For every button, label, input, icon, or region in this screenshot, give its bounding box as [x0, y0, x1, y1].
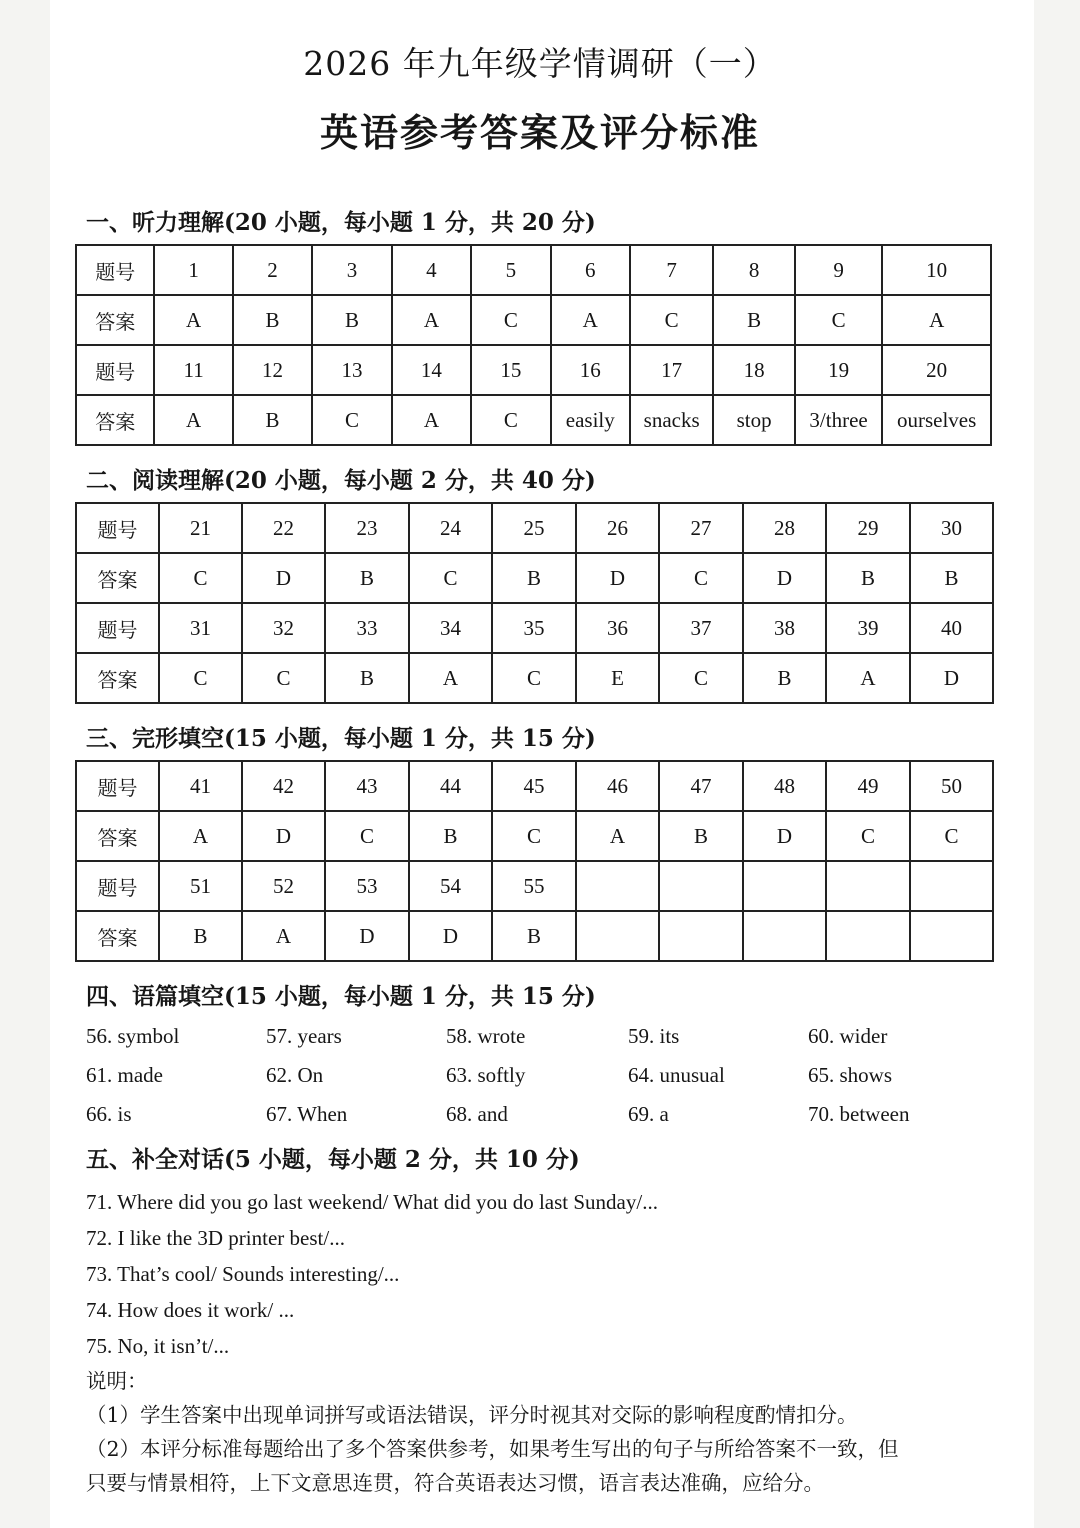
passage-answer-item: 62. On	[266, 1063, 324, 1087]
question-number-cell	[910, 861, 993, 911]
question-number-cell: 40	[910, 603, 993, 653]
notes-line-3: 只要与情景相符，上下文意思连贯，符合英语表达习惯，语言表达准确，应给分。	[86, 1471, 824, 1495]
answer-cell: C	[795, 295, 882, 345]
notes-line-1: （1）学生答案中出现单词拼写或语法错误，评分时视其对交际的影响程度酌情扣分。	[86, 1403, 858, 1427]
question-number-cell: 33	[325, 603, 409, 653]
row-label-answer: 答案	[76, 653, 159, 703]
answer-cell	[576, 911, 659, 961]
row-label-answer: 答案	[76, 553, 159, 603]
passage-answer-item: 68. and	[446, 1102, 508, 1126]
question-number-cell: 32	[242, 603, 325, 653]
dialogue-answer-item: 73. That’s cool/ Sounds interesting/...	[86, 1262, 400, 1286]
question-number-cell	[659, 861, 743, 911]
question-number-cell: 27	[659, 503, 743, 553]
question-number-cell: 26	[576, 503, 659, 553]
passage-answer-row	[86, 1024, 986, 1063]
answer-cell: C	[659, 553, 743, 603]
answer-cell: A	[882, 295, 991, 345]
row-label-answer: 答案	[76, 911, 159, 961]
row-label-number: 题号	[76, 761, 159, 811]
section-heading-dialogue: 五、补全对话(5 小题，每小题 2 分，共 10 分)	[86, 1146, 580, 1173]
question-number-cell	[826, 861, 910, 911]
passage-answer-item: 56. symbol	[86, 1024, 180, 1048]
answer-row	[76, 911, 993, 961]
passage-answer-item: 59. its	[628, 1024, 680, 1048]
question-number-cell: 36	[576, 603, 659, 653]
question-number-cell	[743, 861, 826, 911]
answer-cell: B	[492, 911, 576, 961]
passage-answer-item: 63. softly	[446, 1063, 526, 1087]
page-title: 2026 年九年级学情调研（一）	[303, 44, 777, 83]
question-number-cell: 20	[882, 345, 991, 395]
question-number-cell: 6	[551, 245, 630, 295]
answer-cell: A	[154, 395, 232, 445]
answer-cell: B	[233, 395, 312, 445]
question-number-cell: 14	[392, 345, 471, 395]
question-number-cell: 46	[576, 761, 659, 811]
question-number-cell: 41	[159, 761, 242, 811]
question-number-row	[76, 861, 993, 911]
answer-cell: C	[242, 653, 325, 703]
answer-cell: D	[409, 911, 492, 961]
answer-row	[76, 295, 991, 345]
cloze-answer-table	[75, 760, 994, 962]
answer-cell: C	[826, 811, 910, 861]
answer-row	[76, 395, 991, 445]
question-number-cell: 30	[910, 503, 993, 553]
question-number-cell: 21	[159, 503, 242, 553]
answer-row	[76, 811, 993, 861]
row-label-number: 题号	[76, 345, 154, 395]
question-number-cell: 16	[551, 345, 630, 395]
question-number-cell: 3	[312, 245, 391, 295]
dialogue-answer-item: 74. How does it work/ ...	[86, 1298, 295, 1322]
answer-cell: B	[409, 811, 492, 861]
row-label-number: 题号	[76, 503, 159, 553]
question-number-cell	[576, 861, 659, 911]
question-number-cell: 17	[630, 345, 713, 395]
section-heading-reading: 二、阅读理解(20 小题，每小题 2 分，共 40 分)	[86, 467, 596, 494]
answer-cell: 3/three	[795, 395, 882, 445]
answer-row	[76, 653, 993, 703]
answer-cell: A	[551, 295, 630, 345]
answer-cell: D	[910, 653, 993, 703]
question-number-cell: 7	[630, 245, 713, 295]
question-number-cell: 15	[471, 345, 550, 395]
question-number-cell: 37	[659, 603, 743, 653]
answer-cell: C	[492, 653, 576, 703]
dialogue-answer-item: 75. No, it isn’t/...	[86, 1334, 230, 1358]
question-number-cell: 13	[312, 345, 391, 395]
answer-cell: B	[312, 295, 391, 345]
answer-cell: E	[576, 653, 659, 703]
page-subtitle: 英语参考答案及评分标准	[319, 110, 760, 155]
question-number-cell: 44	[409, 761, 492, 811]
passage-answer-row	[86, 1063, 986, 1102]
answer-cell: C	[910, 811, 993, 861]
question-number-cell: 8	[713, 245, 794, 295]
passage-answer-item: 58. wrote	[446, 1024, 526, 1048]
question-number-cell: 38	[743, 603, 826, 653]
section-heading-listening: 一、听力理解(20 小题，每小题 1 分，共 20 分)	[86, 209, 596, 236]
row-label-answer: 答案	[76, 295, 154, 345]
question-number-cell: 48	[743, 761, 826, 811]
answer-cell: A	[154, 295, 232, 345]
answer-cell: C	[312, 395, 391, 445]
question-number-cell: 52	[242, 861, 325, 911]
answer-cell: B	[325, 553, 409, 603]
question-number-cell: 35	[492, 603, 576, 653]
answer-cell	[826, 911, 910, 961]
dialogue-answer-item: 71. Where did you go last weekend/ What did you do last Sunday/...	[86, 1190, 658, 1214]
question-number-cell: 53	[325, 861, 409, 911]
answer-cell: A	[826, 653, 910, 703]
question-number-cell: 25	[492, 503, 576, 553]
answer-cell: B	[492, 553, 576, 603]
question-number-cell: 4	[392, 245, 471, 295]
answer-cell: C	[159, 653, 242, 703]
answer-cell: A	[159, 811, 242, 861]
row-label-answer: 答案	[76, 395, 154, 445]
question-number-cell: 39	[826, 603, 910, 653]
question-number-cell: 1	[154, 245, 232, 295]
question-number-cell: 42	[242, 761, 325, 811]
question-number-cell: 12	[233, 345, 312, 395]
answer-cell: D	[743, 811, 826, 861]
question-number-row	[76, 245, 991, 295]
answer-cell: C	[409, 553, 492, 603]
question-number-row	[76, 761, 993, 811]
scoring-notes	[86, 1364, 1016, 1500]
answer-cell: stop	[713, 395, 794, 445]
answer-cell	[659, 911, 743, 961]
answer-cell: C	[492, 811, 576, 861]
answer-cell: A	[392, 395, 471, 445]
answer-cell: D	[242, 553, 325, 603]
answer-cell: D	[325, 911, 409, 961]
passage-answer-item: 64. unusual	[628, 1063, 725, 1087]
dialogue-answer-item: 72. I like the 3D printer best/...	[86, 1226, 345, 1250]
answer-cell: B	[826, 553, 910, 603]
answer-cell: B	[659, 811, 743, 861]
passage-answer-list	[86, 1024, 986, 1141]
question-number-cell: 29	[826, 503, 910, 553]
passage-answer-row	[86, 1102, 986, 1141]
answer-cell: B	[159, 911, 242, 961]
notes-line-2: （2）本评分标准每题给出了多个答案供参考，如果考生写出的句子与所给答案不一致，但	[86, 1437, 899, 1461]
reading-answer-table	[75, 502, 994, 704]
answer-cell: D	[242, 811, 325, 861]
question-number-row	[76, 345, 991, 395]
passage-answer-item: 61. made	[86, 1063, 163, 1087]
question-number-cell: 51	[159, 861, 242, 911]
passage-answer-item: 70. between	[808, 1102, 910, 1126]
answer-cell	[910, 911, 993, 961]
answer-cell: B	[325, 653, 409, 703]
question-number-cell: 49	[826, 761, 910, 811]
question-number-row	[76, 603, 993, 653]
passage-answer-item: 67. When	[266, 1102, 348, 1126]
question-number-cell: 19	[795, 345, 882, 395]
row-label-number: 题号	[76, 861, 159, 911]
question-number-cell: 22	[242, 503, 325, 553]
passage-answer-item: 66. is	[86, 1102, 132, 1126]
question-number-cell: 18	[713, 345, 794, 395]
question-number-cell: 31	[159, 603, 242, 653]
question-number-cell: 45	[492, 761, 576, 811]
answer-cell: ourselves	[882, 395, 991, 445]
question-number-row	[76, 503, 993, 553]
answer-cell: A	[242, 911, 325, 961]
notes-title: 说明：	[86, 1369, 148, 1393]
passage-answer-item: 69. a	[628, 1102, 669, 1126]
listening-answer-table	[75, 244, 992, 446]
passage-answer-item: 60. wider	[808, 1024, 888, 1048]
row-label-answer: 答案	[76, 811, 159, 861]
question-number-cell: 50	[910, 761, 993, 811]
answer-cell: C	[471, 295, 550, 345]
answer-cell: easily	[551, 395, 630, 445]
question-number-cell: 34	[409, 603, 492, 653]
answer-cell	[743, 911, 826, 961]
answer-cell: B	[713, 295, 794, 345]
row-label-number: 题号	[76, 245, 154, 295]
question-number-cell: 5	[471, 245, 550, 295]
question-number-cell: 2	[233, 245, 312, 295]
answer-cell: snacks	[630, 395, 713, 445]
answer-cell: C	[471, 395, 550, 445]
answer-cell: A	[392, 295, 471, 345]
passage-answer-item: 57. years	[266, 1024, 342, 1048]
section-heading-cloze: 三、完形填空(15 小题，每小题 1 分，共 15 分)	[86, 725, 596, 752]
row-label-number: 题号	[76, 603, 159, 653]
dialogue-answer-list	[86, 1190, 1026, 1370]
question-number-cell: 55	[492, 861, 576, 911]
question-number-cell: 9	[795, 245, 882, 295]
answer-cell: B	[743, 653, 826, 703]
answer-cell: B	[233, 295, 312, 345]
passage-answer-item: 65. shows	[808, 1063, 893, 1087]
answer-cell: D	[743, 553, 826, 603]
question-number-cell: 23	[325, 503, 409, 553]
question-number-cell: 54	[409, 861, 492, 911]
answer-cell: C	[159, 553, 242, 603]
answer-cell: B	[910, 553, 993, 603]
question-number-cell: 47	[659, 761, 743, 811]
answer-cell: C	[630, 295, 713, 345]
answer-cell: C	[325, 811, 409, 861]
answer-cell: A	[409, 653, 492, 703]
question-number-cell: 24	[409, 503, 492, 553]
question-number-cell: 10	[882, 245, 991, 295]
section-heading-passage: 四、语篇填空(15 小题，每小题 1 分，共 15 分)	[86, 983, 596, 1010]
question-number-cell: 28	[743, 503, 826, 553]
question-number-cell: 43	[325, 761, 409, 811]
answer-cell: D	[576, 553, 659, 603]
answer-row	[76, 553, 993, 603]
answer-cell: A	[576, 811, 659, 861]
question-number-cell: 11	[154, 345, 232, 395]
answer-cell: C	[659, 653, 743, 703]
